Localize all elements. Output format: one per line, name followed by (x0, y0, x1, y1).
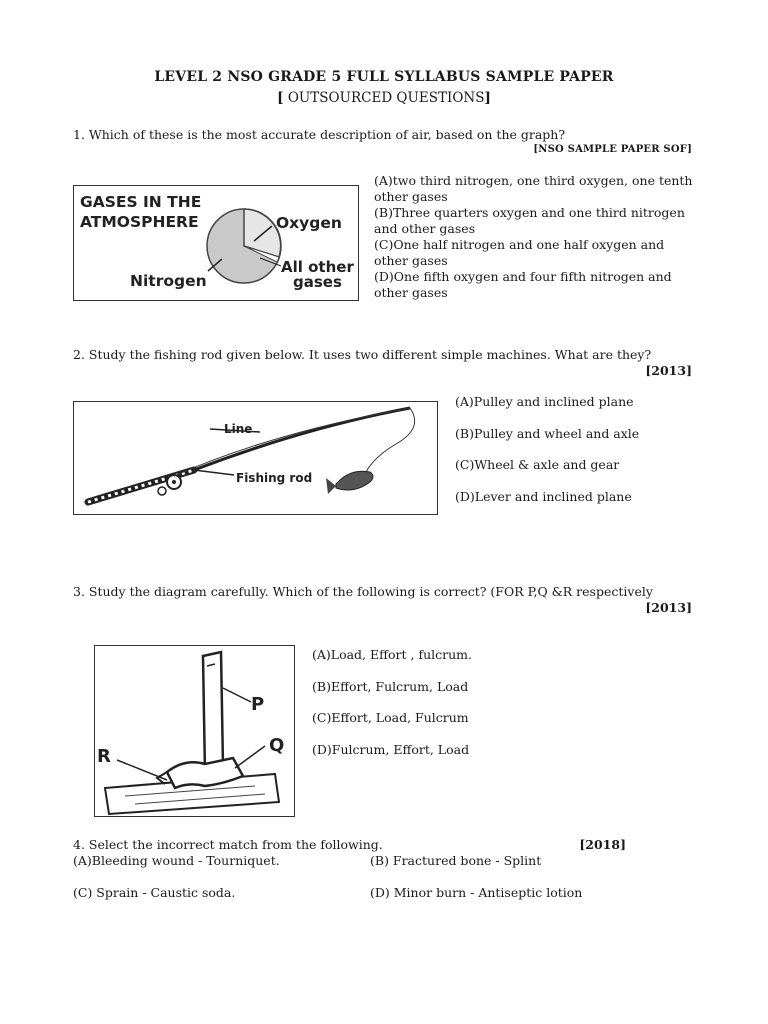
q3-label-q: Q (269, 735, 285, 756)
q1-option-c[interactable]: (C)One half nitrogen and one half oxygen and other gases (374, 237, 665, 268)
q1-pie-chart-figure (73, 185, 359, 301)
q4-option-b[interactable]: (B) Fractured bone - Splint (370, 853, 542, 868)
page-subtitle (0, 90, 768, 106)
q1-label-oxygen: Oxygen (276, 214, 342, 232)
q3-hammer-svg (95, 646, 294, 816)
subtitle-close-bracket: ] (484, 90, 491, 106)
q2-option-c[interactable]: (C)Wheel & axle and gear (455, 457, 620, 472)
page-title: LEVEL 2 NSO GRADE 5 FULL SYLLABUS SAMPLE PAPER (154, 69, 614, 85)
q3-option-d[interactable]: (D)Fulcrum, Effort, Load (312, 741, 470, 757)
rod-pointer (194, 470, 234, 475)
question-1-options (374, 173, 696, 301)
q3-hammer-figure (94, 645, 295, 817)
q-pointer (235, 746, 265, 768)
q4-option-d[interactable]: (D) Minor burn - Antiseptic lotion (370, 885, 583, 900)
question-1-source-tag: [NSO SAMPLE PAPER SOF] (533, 144, 692, 155)
subtitle-text: OUTSOURCED QUESTIONS (283, 90, 485, 106)
q2-option-a[interactable]: (A)Pulley and inclined plane (455, 394, 634, 409)
q2-fishing-rod-figure (73, 401, 438, 515)
q1-option-b[interactable]: (B)Three quarters oxygen and one third nitrogen and other gases (374, 205, 685, 236)
question-3-year-tag: [2013] (645, 600, 692, 615)
q1-label-nitrogen: Nitrogen (130, 272, 207, 290)
q3-option-c[interactable]: (C)Effort, Load, Fulcrum (312, 710, 469, 725)
q1-label-other-line1: All other (281, 258, 354, 276)
question-2-options (455, 394, 695, 520)
question-1-text: 1. Which of these is the most accurate description of air, based on the graph? (73, 127, 566, 142)
q2-label-fishing-rod: Fishing rod (236, 471, 313, 485)
r-pointer (117, 760, 167, 780)
q4-option-a[interactable]: (A)Bleeding wound - Tourniquet. (73, 853, 280, 868)
p-pointer (223, 688, 251, 702)
q1-option-a[interactable]: (A)two third nitrogen, one third oxygen, one tenth other gases (374, 173, 693, 204)
question-4-year-tag: [2018] (579, 837, 626, 852)
q3-label-p: P (251, 694, 265, 715)
q1-label-other-line2: gases (293, 273, 342, 291)
rod-shaft (194, 408, 410, 470)
fish-tail (326, 478, 336, 494)
question-4-text: 4. Select the incorrect match from the following. (73, 837, 383, 852)
q4-option-c[interactable]: (C) Sprain - Caustic soda. (73, 885, 236, 900)
q1-option-d[interactable]: (D)One fifth oxygen and four fifth nitrogen and other gases (374, 269, 672, 300)
hammer-handle (203, 652, 223, 774)
reel-axle (172, 480, 176, 484)
q1-fig-title-line2: ATMOSPHERE (80, 213, 199, 231)
q1-fig-title-line1: GASES IN THE (80, 193, 202, 211)
question-2-text: 2. Study the fishing rod given below. It uses two different simple machines. What are they? (73, 347, 652, 362)
q3-option-b[interactable]: (B)Effort, Fulcrum, Load (312, 678, 469, 694)
q2-label-line: Line (224, 422, 253, 436)
q3-option-a[interactable]: (A)Load, Effort , fulcrum. (312, 647, 472, 662)
q2-option-b[interactable]: (B)Pulley and wheel and axle (455, 425, 640, 441)
question-3-options (312, 647, 612, 773)
q3-label-r: R (97, 746, 111, 767)
q2-fishing-rod-svg (74, 402, 437, 514)
question-3-text: 3. Study the diagram carefully. Which of the following is correct? (FOR P,Q &R respectively (73, 584, 653, 599)
reel-handle (158, 487, 166, 495)
fishing-line (174, 408, 415, 476)
q2-option-d[interactable]: (D)Lever and inclined plane (455, 488, 632, 504)
q1-pie-chart-svg (74, 186, 358, 300)
subtitle-open-bracket: [ (277, 90, 284, 106)
fish (336, 471, 373, 490)
question-2-year-tag: [2013] (645, 363, 692, 378)
